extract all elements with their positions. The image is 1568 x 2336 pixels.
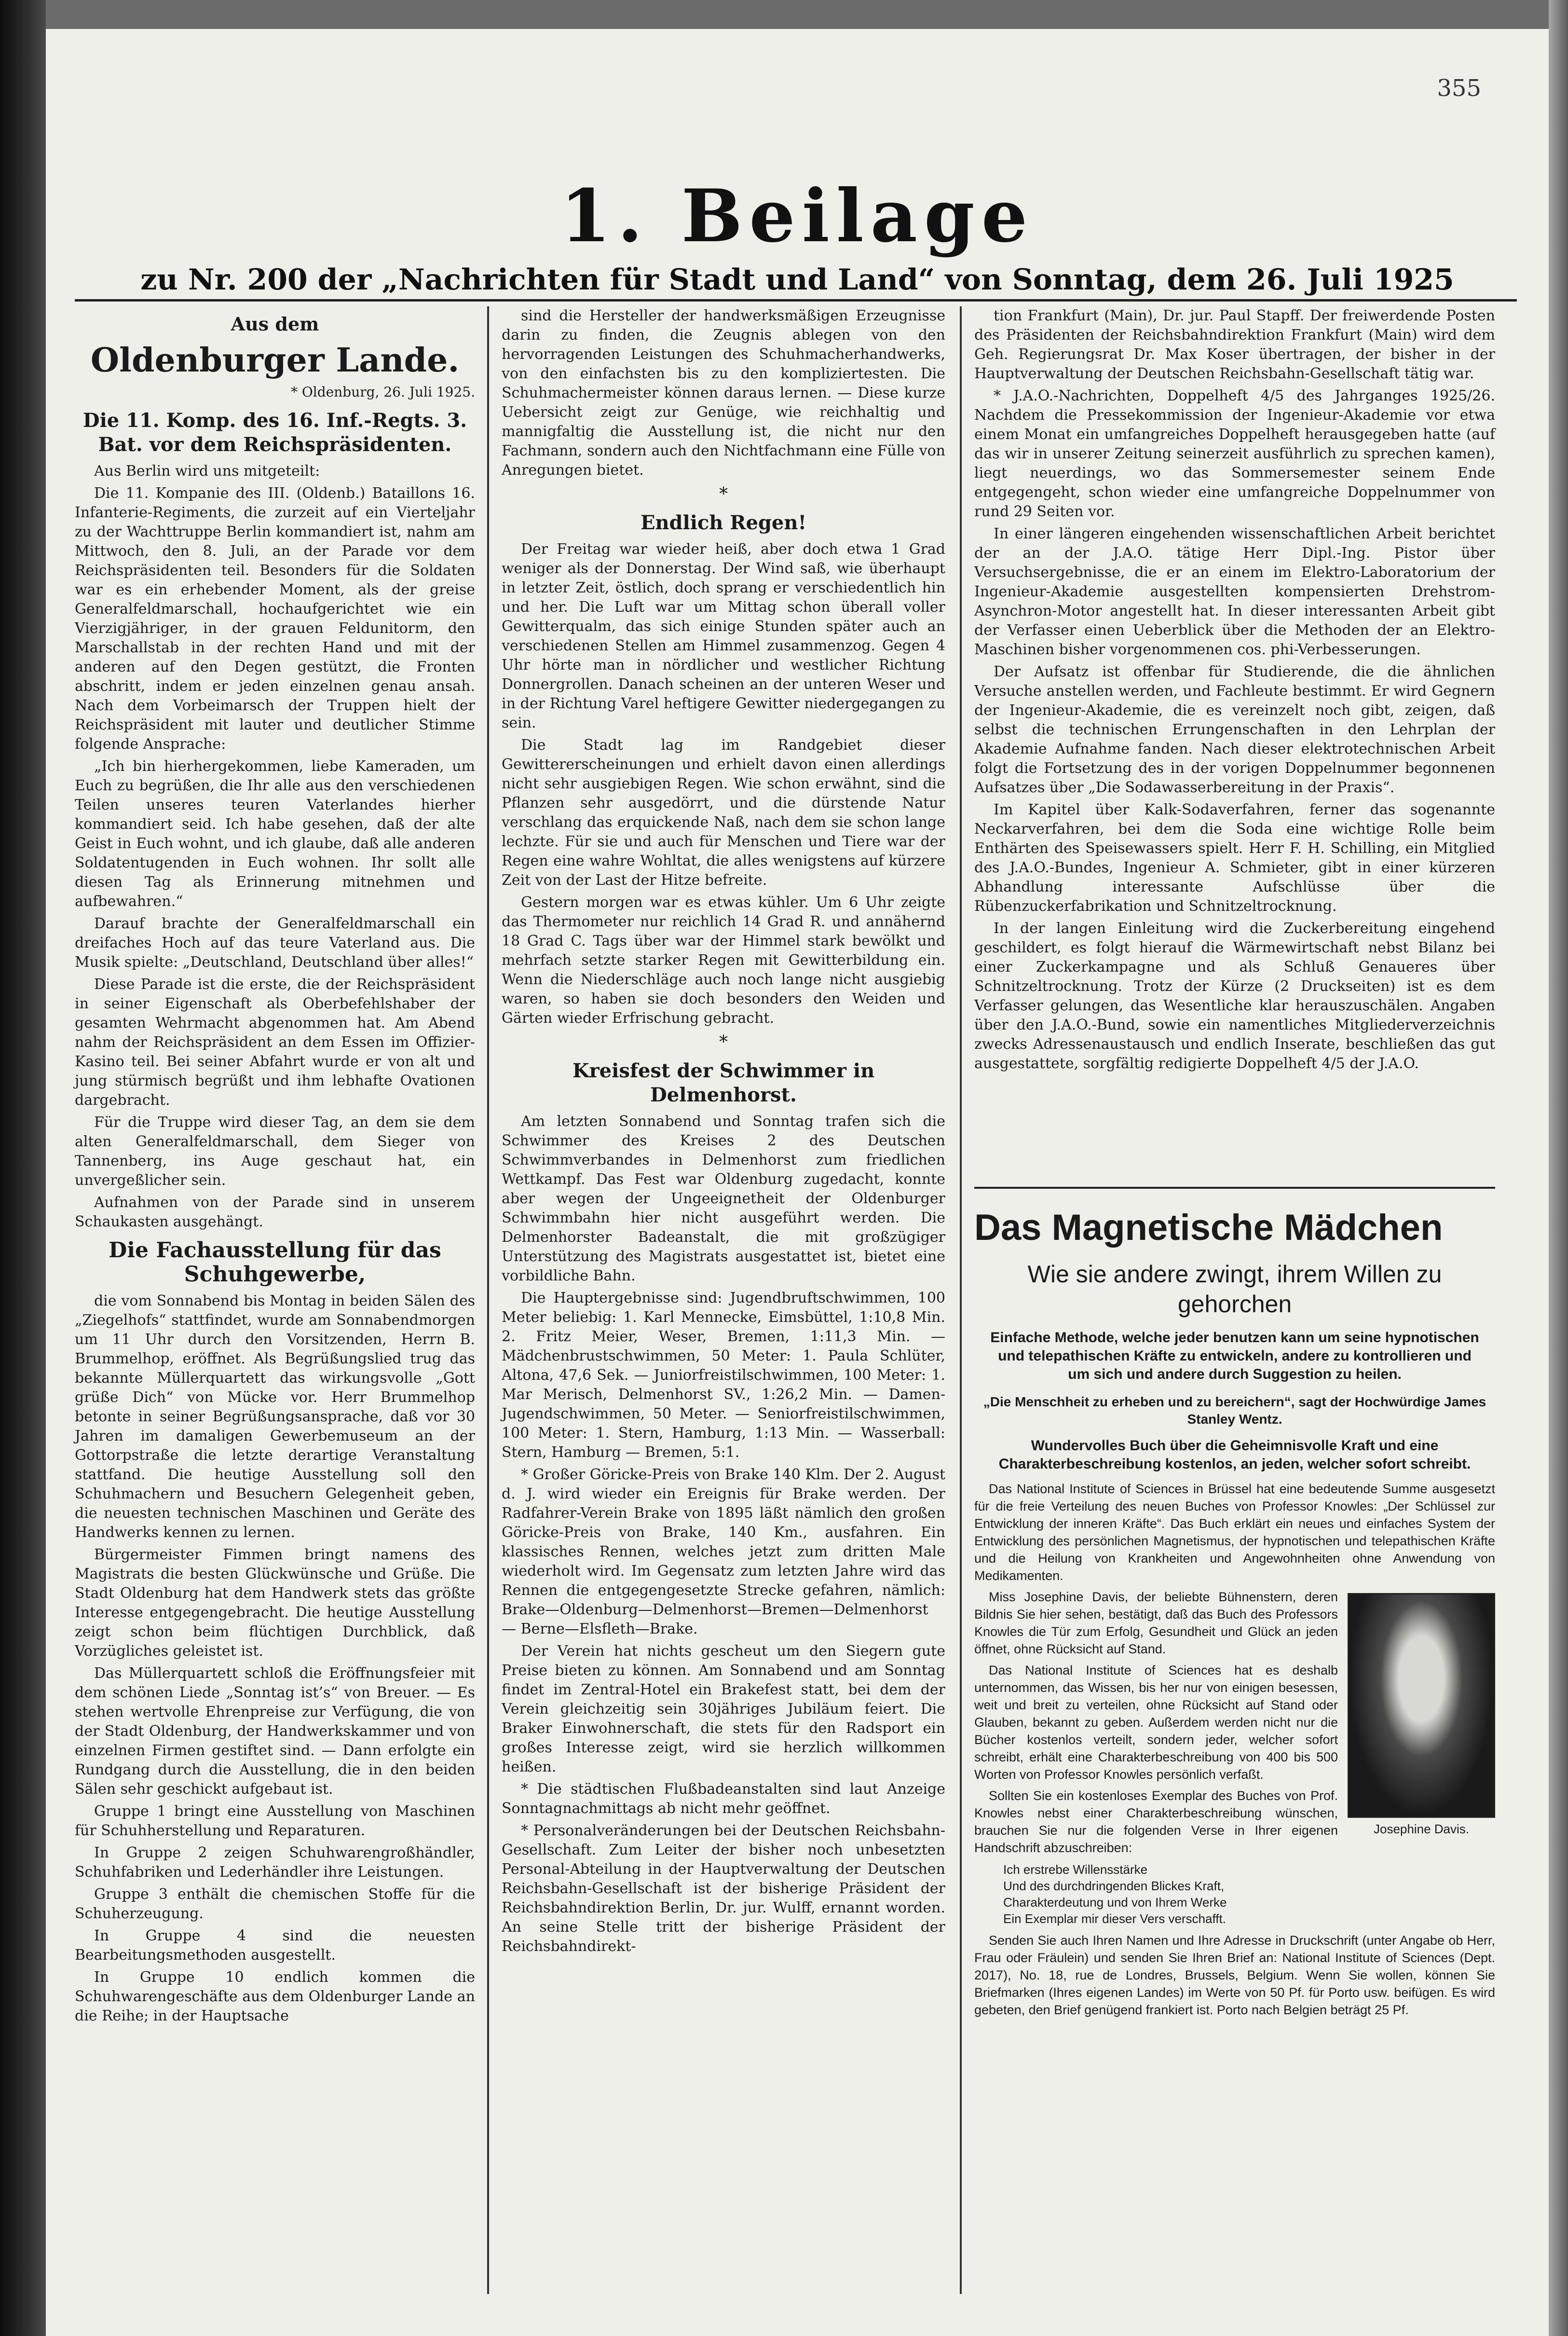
article-2-paragraph: In Gruppe 2 zeigen Schuhwarengroßhändler, Schuhfabriken und Lederhändler ihre Leistungen. (75, 1844, 475, 1881)
article-paragraph: Am letzten Sonnabend und Sonntag trafen sich die Schwimmer des Kreises 2 des Deutschen Schwimmverbandes in Delmenhorst zum friedlichen Wettkampf. Das Fest war Oldenburg zugedacht, konnte aber wegen der Ungeeignetheit der Oldenburger Schwimmbahn hier nicht ausgeführt werden. Die Delmenhorster Badeanstalt, die mit großzügiger Unterstützung des Magistrats ausgestattet ist, bietet eine vorbildliche Bahn. (502, 1113, 945, 1284)
article-paragraph: * Personalveränderungen bei der Deutschen Reichsbahn-Gesellschaft. Zum Leiter der bisher noch unbesetzten Personal-Abteilung in der Hauptverwaltung der Deutschen Reichsbahn-Gesellschaft ist der bisherige Präsident der Reichsbahndirektion Berlin, Dr. jur. Wulff, ernannt worden. An seine Stelle tritt der bisherige Präsident der Reichsbahndirekt- (502, 1822, 945, 1955)
article-1-paragraph: Die 11. Kompanie des III. (Oldenb.) Bataillons 16. Infanterie-Regiments, die zurzeit auf ein Vierteljahr zu der Wachttruppe Berlin kommandiert ist, nahm am Mittwoch, den 8. Juli, an der Parade vor dem Reichspräsidenten teil. Besonders für die Soldaten war es ein erhebender Moment, als der greise Generalfeldmarschall, hochaufgerichtet wie ein Vierzigjähriger, in der grauen Feldunitorm, den Marschallstab in der rechten Hand und mit der anderen auf den Degen gestützt, die Fronten abschritt, indem er jeden einzelnen genau ansah. Nach dem Vorbeimarsch der Truppen hielt der Reichspräsident mit lauter und deutlicher Stimme folgende Ansprache: (75, 485, 475, 753)
ad-intro: Einfache Methode, welche jeder benutzen kann um seine hypnotischen und telepathischen Kräfte zu entwickeln, andere zu kontrollieren und um sich und andere durch Suggestion zu heilen. (990, 1330, 1479, 1382)
ad-verse (1003, 1861, 1466, 1927)
article-1-title: Die 11. Komp. des 16. Inf.-Regts. 3. Bat. vor dem Reichspräsidenten. (82, 409, 467, 456)
dateline: * Oldenburg, 26. Juli 1925. (290, 384, 475, 400)
article-2-paragraph: Das Müllerquartett schloß die Eröffnungsfeier mit dem schönen Liede „Sonntag ist’s“ von Breuer. — Es stehen wertvolle Ehrenpreise zur Verfügung, die von der Stadt Oldenburg, der Handwerkskammer und von einzelnen Firmen gestiftet sind. — Dann erfolgte ein Rundgang durch die Ausstellung, die in den beiden Sälen sehr geschickt aufgebaut ist. (75, 1665, 475, 1798)
article-1-paragraph: Diese Parade ist die erste, die der Reichspräsident in seiner Eigenschaft als Oberbefehlshaber der gesamten Wehrmacht abgenommen hat. Am Abend nahm der Reichspräsident an dem Essen im Offizier-Kasino teil. Bei seiner Abfahrt wurde er von alt und jung stürmisch begrüßt und ihm lebhafte Ovationen dargebracht. (75, 976, 475, 1109)
article-1-paragraph: Für die Truppe wird dieser Tag, an dem sie dem alten Generalfeldmarschall, dem Sieger von Tannenberg, ins Auge geschaut hat, ein unvergeßlicher sein. (75, 1114, 475, 1189)
article-paragraph: Die Stadt lag im Randgebiet dieser Gewittererscheinungen und erhielt davon einen allerdings nicht sehr ausgiebigen Regen. Wie schon erwähnt, sind die Pflanzen sehr ausgedörrt, und die dürstende Natur verschlang das erquickende Naß, nach dem sie schon lange lechzte. Für sie und auch für Menschen und Tiere war der Regen eine wahre Wohltat, die alles wenigstens auf kürzere Zeit von der Last der Hitze befreite. (502, 737, 945, 889)
article-2-paragraph: die vom Sonnabend bis Montag in beiden Sälen des „Ziegelhofs“ stattfindet, wurde am Sonnabendmorgen um 11 Uhr durch den Vorsitzenden, Herrn B. Brummelhop, eröffnet. Als Begrüßungslied trug das bekannte Müllerquartett das wirkungsvolle „Gott grüße Dich“ von Mücke vor. Herr Brummelhop betonte in seiner Begrüßungsansprache, daß vor 30 Jahren im damaligen Gewerbemuseum an der Gottorpstraße die letzte derartige Veranstaltung stattfand. Die heutige Ausstellung soll den Schuhmachern und Besuchern Gelegenheit geben, die neuesten technischen Maschinen und Geräte des Handwerks kennen zu lernen. (75, 1292, 475, 1541)
article-paragraph: In einer längeren eingehenden wissenschaftlichen Arbeit berichtet der an der J.A.O. tätige Herr Dipl.-Ing. Pistor über Versuchsergebnisse, die er an einem im Elektro-Laboratorium der Ingenieur-Akademie ausgestellten kompensierten Drehstrom-Asynchron-Motor angestellt hat. In dieser interessanten Arbeit gibt der Verfasser einen Ueberblick über die Methoden der an Elektro-Maschinen bisher vorgenommenen cos. phi-Verbesserungen. (974, 525, 1495, 658)
article-paragraph: sind die Hersteller der handwerksmäßigen Erzeugnisse darin zu finden, die Zeugnis ablegen von den hervorragenden Leistungen des Schuhmacherhandwerks, von den einfachsten bis zu den kompliziertesten. Die Schuhmachermeister können daraus lernen. — Diese kurze Uebersicht zeigt zur Genüge, wie reichhaltig und mannigfaltig die Ausstellung ist, die nicht nur den Fachmann, sondern auch den Nichtfachmann eine Fülle von Anregungen bietet. (502, 307, 945, 479)
verse-line: Charakterdeutung und von Ihrem Werke (1003, 1895, 1227, 1910)
column-3 (974, 306, 1495, 1076)
section-kicker: Aus dem (231, 313, 319, 335)
article-paragraph: * Die städtischen Flußbadeanstalten sind laut Anzeige Sonntagnachmittags ab nicht mehr geöffnet. (502, 1781, 945, 1817)
ad-body (974, 1480, 1495, 2019)
article-1-paragraph: Aufnahmen von der Parade sind in unserem Schaukasten ausgehängt. (75, 1194, 475, 1230)
page-number: 355 (1437, 75, 1481, 102)
article-1-paragraph: Darauf brachte der Generalfeldmarschall ein dreifaches Hoch auf das teure Vaterland aus. Die Musik spielte: „Deutschland, Deutschland über alles!“ (75, 915, 475, 971)
ad-paragraph: Das National Institute of Sciences in Brüssel hat eine bedeutende Summe ausgesetzt für die freie Verteilung des neuen Buches von Professor Knowles: „Der Schlüssel zur Entwicklung der inneren Kräfte“. Das Buch erklärt ein neues und einfaches System der Entwicklung des persönlichen Magnetismus, der hypnotischen und telepathischen Kräfte und die Heilung von Krankheiten und Angewohnheiten ohne Anwendung von Medikamenten. (974, 1482, 1495, 1583)
advertisement-top-rule (974, 1187, 1495, 1189)
column-1 (75, 306, 475, 2029)
article-2-title: Die Fachausstellung für das Schuhgewerbe, (109, 1238, 441, 1287)
scan-left-edge (0, 0, 46, 2336)
verse-line: Ich erstrebe Willensstärke (1003, 1862, 1148, 1877)
article-paragraph: Die Hauptergebnisse sind: Jugendbruftschwimmen, 100 Meter beliebig: 1. Karl Mennecke, Eimsbüttel, 1:10,8 Min. 2. Fritz Meier, Weser, Bremen, 1:11,3 Min. — Mädchenbrustschwimmen, 50 Meter: 1. Paula Schlüter, Altona, 47,6 Sek. — Juniorfreistilschwimmen, 100 Meter: 1. Mar Merisch, Delmenhorst SV., 1:26,2 Min. — Damen-Jugendschwimmen, 50 Meter. — Seniorfreistilschwimmen, 100 Meter: 1. Stern, Hamburg, 1:13 Min. — Wasserball: Stern, Hamburg — Bremen, 5:1. (502, 1290, 945, 1461)
article-paragraph: * J.A.O.-Nachrichten, Doppelheft 4/5 des Jahrganges 1925/26. Nachdem die Pressekommission der Ingenieur-Akademie vor etwa einem Monat ein umfangreiches Doppelheft herausgegeben hatte (auf das wir in unserer Zeitung seinerzeit ausführlich zu sprechen kamen), liegt neuerdings, wo das Sommersemester seinem Ende entgegengeht, schon wieder eine umfangreiche Doppelnummer von rund 29 Seiten vor. (974, 387, 1495, 520)
article-2-paragraph: Gruppe 3 enthält die chemischen Stoffe für die Schuherzeugung. (75, 1886, 475, 1922)
photo-caption: Josephine Davis. (1374, 1822, 1469, 1836)
column-rule-1 (487, 306, 489, 2294)
article-title-swimmers: Kreisfest der Schwimmer in Delmenhorst. (572, 1059, 875, 1106)
masthead-rule (75, 299, 1517, 302)
ad-quote: „Die Menschheit zu erheben und zu bereichern“, sagt der Hochwürdige James Stanley Wentz. (983, 1394, 1486, 1427)
ad-title: Das Magnetische Mädchen (974, 1207, 1443, 1248)
masthead-title: 1. Beilage (560, 174, 1035, 259)
ad-paragraph: Senden Sie auch Ihren Namen und Ihre Adresse in Druckschrift (unter Angabe ob Herr, Frau oder Fräulein) und senden Sie Ihren Brief an: National Institute of Sciences (Dept. 2017), No. 18, rue de Londres, Brussels, Belgium. Wenn Sie wollen, können Sie Briefmarken (Ihres eigenen Landes) im Werte von 50 Pf. für Porto usw. beifügen. Es wird gebeten, den Brief genügend frankiert ist. Porto nach Belgien beträgt 25 Pf. (974, 1933, 1495, 2017)
verse-line: Ein Exemplar mir dieser Vers verschafft. (1003, 1911, 1226, 1926)
article-2-paragraph: In Gruppe 4 sind die neuesten Bearbeitungsmethoden ausgestellt. (75, 1927, 475, 1964)
article-paragraph: Im Kapitel über Kalk-Sodaverfahren, ferner das sogenannte Neckarverfahren, bei dem die Soda eine wichtige Rolle beim Enthärten des Speisewassers spielt. Herr F. H. Schilling, ein Mitglied des J.A.O.-Bundes, Ingenieur A. Schmieter, gibt in einer kürzeren Abhandlung interessante Aufschlüsse über die Rübenzuckerfabrikation und Schnitzeltrocknung. (974, 801, 1495, 915)
ad-paragraph: Das National Institute of Sciences hat es deshalb unternommen, das Wissen, bis her nur von einigen besessen, weit und breit zu verteilen, ohne Rücksicht auf Stand oder Glauben, bekannt zu geben. Außerdem werden nicht nur die Bücher kostenlos verteilt, sondern jeder, welcher sofort schreibt, erhält eine Charakterbeschreibung von 400 bis 500 Worten von Professor Knowles persönlich verfaßt. (974, 1663, 1338, 1782)
column-2 (502, 306, 945, 1959)
ad-subtitle: Wie sie andere zwingt, ihrem Willen zu gehorchen (1027, 1261, 1442, 1318)
ad-headline: Wundervolles Buch über die Geheimnisvolle Kraft und eine Charakterbeschreibung kostenlos, an jeden, welcher sofort schreibt. (998, 1438, 1471, 1472)
separator-asterisk: * (719, 484, 728, 504)
article-title-rain: Endlich Regen! (640, 511, 807, 534)
article-paragraph: Der Verein hat nichts gescheut um den Siegern gute Preise bieten zu können. Am Sonnabend und am Sonntag findet im Zentral-Hotel ein Brakefest statt, bei dem der Verein gleichzeitig sein 30jähriges Jubiläum feiert. Die Braker Einwohnerschaft, die stets für den Radsport ein großes Interesse zeigt, wird sie herzlich willkommen heißen. (502, 1643, 945, 1775)
newspaper-page (46, 29, 1549, 2336)
article-paragraph: tion Frankfurt (Main), Dr. jur. Paul Stapff. Der freiwerdende Posten des Präsidenten der Reichsbahndirektion Frankfurt (Main) wird dem Geh. Regierungsrat Dr. Max Koser übertragen, der bisher in der Hauptverwaltung der Deutschen Reichsbahn-Gesellschaft tätig war. (974, 307, 1495, 382)
section-heading: Oldenburger Lande. (90, 341, 460, 380)
article-2-paragraph: In Gruppe 10 endlich kommen die Schuhwarengeschäfte aus dem Oldenburger Lande an die Reihe; in der Hauptsache (75, 1969, 475, 2024)
column-rule-2 (960, 306, 962, 2294)
article-1-paragraph: Aus Berlin wird uns mitgeteilt: (94, 463, 320, 480)
scan-right-edge (1549, 0, 1568, 2336)
ad-paragraph: Miss Josephine Davis, der beliebte Bühnenstern, deren Bildnis Sie hier sehen, bestätigt, daß das Buch des Professors Knowles die Tür zum Erfolg, Gesundheit und Glück an jeden öffnet, ohne Rücksicht auf Stand. (974, 1590, 1338, 1656)
article-2-paragraph: Bürgermeister Fimmen bringt namens des Magistrats die besten Glückwünsche und Grüße. Die Stadt Oldenburg hat dem Handwerk stets das größte Interesse entgegengebracht. Die heutige Ausstellung zeigt schon beim flüchtigen Durchblick, daß Vorzügliches geleistet ist. (75, 1546, 475, 1660)
article-paragraph: Der Aufsatz ist offenbar für Studierende, die die ähnlichen Versuche anstellen werden, und Fachleute bestimmt. Er wird Gegnern der Ingenieur-Akademie, die es vereinzelt noch gibt, zeigen, daß selbst die technischen Errungenschaften in den Lehrplan der Akademie Aufnahme fanden. Nach dieser elektrotechnischen Arbeit folgt die Fortsetzung des in der vorigen Doppelnummer begonnenen Aufsatzes über „Die Sodawasserbereitung in der Praxis“. (974, 663, 1495, 796)
article-2-paragraph: Gruppe 1 bringt eine Ausstellung von Maschinen für Schuhherstellung und Reparaturen. (75, 1803, 475, 1839)
portrait-photo (1348, 1593, 1495, 1836)
masthead-subtitle: zu Nr. 200 der „Nachrichten für Stadt und Land“ von Sonntag, dem 26. Juli 1925 (140, 263, 1454, 297)
advertisement (974, 1206, 1495, 2325)
separator-asterisk: * (719, 1032, 728, 1052)
article-paragraph: Gestern morgen war es etwas kühler. Um 6 Uhr zeigte das Thermometer nur reichlich 14 Grad R. und annähernd 18 Grad C. Tags über war der Himmel stark bewölkt und mehrfach setzte starker Regen mit Gewitterbildung ein. Wenn die Niederschläge auch noch lange nicht ausgiebig waren, so haben sie doch besonders den Weiden und Gärten wieder Erfrischung gebracht. (502, 894, 945, 1027)
article-paragraph: In der langen Einleitung wird die Zuckerbereitung eingehend geschildert, es folgt hierauf die Wärmewirtschaft nebst Bilanz bei einer Zuckerkampagne und als Schluß Genaueres über Schnitzeltrocknung. Trotz der Kürze (2 Druckseiten) ist es dem Verfasser gelungen, das Wesentliche klar herauszuschälen. Angaben über den J.A.O.-Bund, sowie ein namentliches Mitgliederverzeichnis zwecks Adressenaustausch und endlich Inserate, beschließen das gut ausgestattete, sorgfältig redigierte Doppelheft 4/5 der J.A.O. (974, 920, 1495, 1072)
verse-line: Und des durchdringenden Blickes Kraft, (1003, 1879, 1225, 1893)
article-paragraph: * Großer Göricke-Preis von Brake 140 Klm. Der 2. August d. J. wird wieder ein Ereignis für Brake werden. Der Radfahrer-Verein Brake von 1895 läßt nämlich den großen Göricke-Preis von Brake, 140 Km., ausfahren. Ein klassisches Rennen, welches jetzt zum dritten Male wiederholt wird. Im Gegensatz zum letzten Jahre wird das Rennen die entgegengesetzte Strecke gefahren, nämlich: Brake—Oldenburg—Delmenhorst—Bremen—Delmenhorst — Berne—Elsfleth—Brake. (502, 1466, 945, 1637)
article-paragraph: Der Freitag war wieder heiß, aber doch etwa 1 Grad weniger als der Donnerstag. Der Wind saß, wie überhaupt in letzter Zeit, östlich, doch sprang er verschiedentlich hin und her. Die Luft war um Mittag schon überall voller Gewitterqualm, das sich einige Stunden später auch an verschiedenen Stellen am Himmel zusammenzog. Gegen 4 Uhr hörte man in nördlicher und westlicher Richtung Donnergrollen. Danach scheinen an der unteren Weser und in der Richtung Varel heftigere Gewitter niedergegangen zu sein. (502, 541, 945, 731)
article-1-paragraph: „Ich bin hierhergekommen, liebe Kameraden, um Euch zu begrüßen, die Ihr alle aus den verschiedenen Teilen unseres teuren Vaterlandes hierher kommandiert seid. Ich habe gesehen, daß der alte Geist in Euch wohnt, und ich glaube, daß alle anderen Soldatentugenden in Euch wohnen. Ihr sollt alle diesen Tag als Erinnerung mitnehmen und aufbewahren.“ (75, 758, 475, 910)
ad-paragraph: Sollten Sie ein kostenloses Exemplar des Buches von Prof. Knowles nebst einer Charakterbeschreibung wünschen, brauchen Sie nur die folgenden Verse in Ihrer eigenen Handschrift abzuschreiben: (974, 1788, 1338, 1855)
